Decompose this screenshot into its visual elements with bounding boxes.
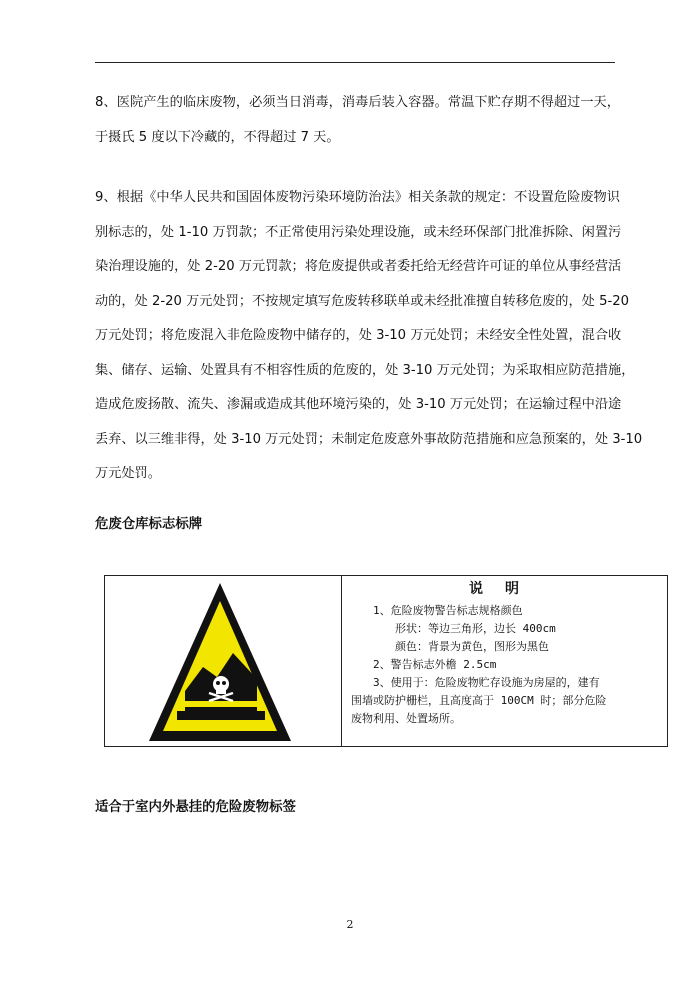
description-line: 围墙或防护栅栏，且高度高于 100CM 时；部分危险 [351, 694, 607, 707]
description-title: 说明 [469, 581, 541, 597]
text-line: 别标志的，处 1-10 万罚款；不正常使用污染处理设施，或未经环保部门批准拆除、闲置污 [95, 224, 622, 240]
paragraph-9 [95, 181, 643, 492]
text-line: 8、医院产生的临床废物，必须当日消毒，消毒后装入容器。常温下贮存期不得超过一天， [95, 95, 620, 110]
header-rule [95, 62, 615, 63]
sign-spec-table [104, 575, 668, 747]
sign-description-cell [343, 576, 667, 746]
paragraph-8 [95, 86, 620, 155]
description-line: 2、警告标志外檐 2.5cm [373, 658, 497, 671]
warehouse-sign-heading: 危废仓库标志标牌 [95, 517, 203, 532]
hanging-label-heading: 适合于室内外悬挂的危险废物标签 [95, 800, 296, 815]
text-line: 万元处罚。 [95, 466, 161, 481]
description-line: 1、危险废物警告标志规格颜色 [373, 604, 523, 617]
description-line: 颜色：背景为黄色，图形为黑色 [395, 640, 549, 653]
text-line: 9、根据《中华人民共和国固体废物污染环境防治法》相关条款的规定：不设置危险废物识 [95, 190, 620, 205]
text-line: 万元处罚；将危废混入非危险废物中储存的，处 3-10 万元处罚；未经安全性处置，混合收 [95, 328, 622, 343]
text-line: 动的，处 2-20 万元处罚；不按规定填写危废转移联单或未经批准擅自转移危废的，处 5-20 [95, 293, 629, 309]
sign-image-cell [105, 576, 342, 746]
description-line: 3、使用于：危险废物贮存设施为房屋的，建有 [373, 676, 600, 689]
description-line: 形状：等边三角形，边长 400cm [395, 622, 556, 635]
hazardous-waste-warning-sign-icon [145, 579, 295, 745]
text-line: 丢弃、以三维非得，处 3-10 万元处罚；未制定危废意外事故防范措施和应急预案的，处 3-10 [95, 431, 643, 447]
description-line: 废物利用、处置场所。 [351, 712, 461, 725]
text-line: 集、储存、运输、处置具有不相容性质的危废的，处 3-10 万元处罚；为采取相应防范措施， [95, 362, 635, 378]
text-line: 造成危废扬散、流失、渗漏或造成其他环境污染的，处 3-10 万元处罚；在运输过程中沿途 [95, 397, 622, 412]
page-number: 2 [346, 918, 354, 931]
text-line: 染治理设施的，处 2-20 万元罚款；将危废提供或者委托给无经营许可证的单位从事经营活 [95, 259, 622, 274]
text-line: 于摄氏 5 度以下冷藏的，不得超过 7 天。 [95, 129, 340, 145]
